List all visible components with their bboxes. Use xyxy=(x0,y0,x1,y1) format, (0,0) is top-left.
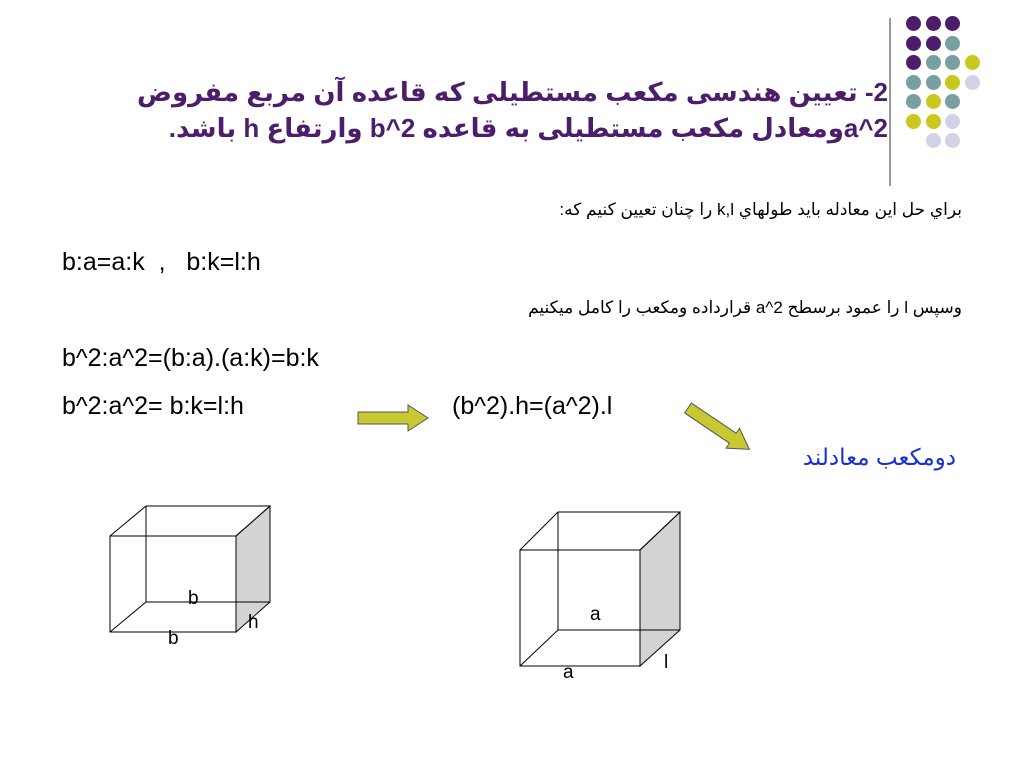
right-arrow-icon xyxy=(358,405,428,431)
equation-3-left: b^2:a^2= b:k=l:h xyxy=(62,392,244,420)
cube-1-front-face xyxy=(110,536,236,632)
cube-2-label-top: a xyxy=(590,604,601,625)
slide-title: 2- تعيين هندسی مکعب مستطيلی که قاعده آن مربع مفروض a^2ومعادل مکعب مستطيلی به قاعده b^2 وارتفاع h باشد. xyxy=(137,77,888,143)
cube-1-label-bottom: b xyxy=(168,628,179,649)
cube-2-label-side: l xyxy=(664,652,669,673)
down-right-arrow-icon xyxy=(681,398,756,459)
equation-1: b:a=a:k , b:k=l:h xyxy=(62,248,261,276)
cube-1 xyxy=(110,506,270,632)
cube-2-label-bottom: a xyxy=(563,662,574,683)
intro-text: براي حل اين معادله بايد طولهاي k,l را چنان تعيين كنيم كه: xyxy=(559,200,962,219)
cube-1-label-top: b xyxy=(188,588,199,609)
equation-3-right: (b^2).h=(a^2).l xyxy=(452,392,613,420)
cube-1-label-side: h xyxy=(248,612,259,633)
conclusion-text: دومکعب معادلند xyxy=(802,444,956,470)
cube-2-shaded-face xyxy=(640,512,680,666)
cube-2 xyxy=(520,512,680,666)
equation-2: b^2:a^2=(b:a).(a:k)=b:k xyxy=(62,344,319,372)
construction-text: وسپس l را عمود برسطح a^2 قرارداده ومكعب را كامل ميكنيم xyxy=(528,298,962,317)
